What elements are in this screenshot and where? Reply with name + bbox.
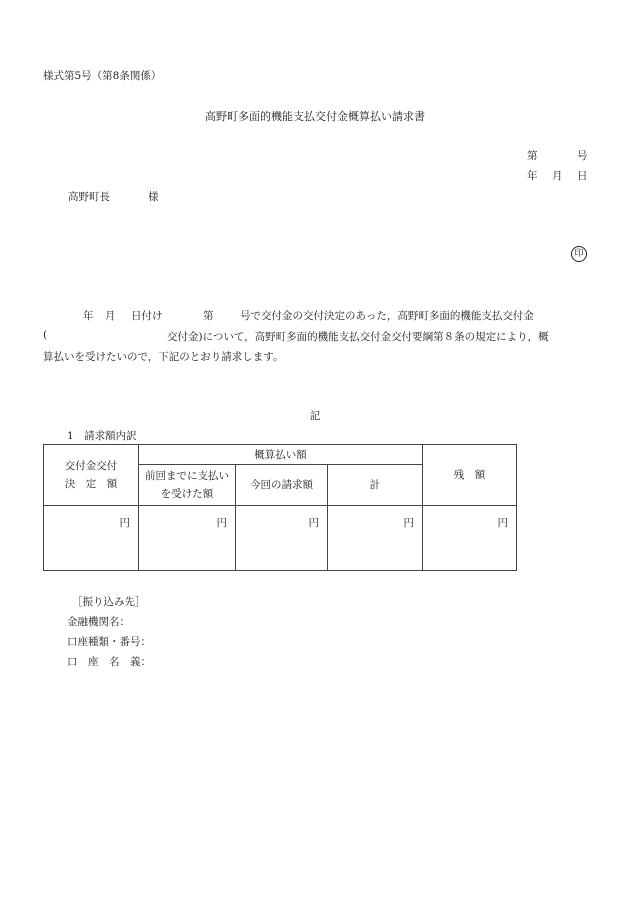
request-breakdown-table: [43, 444, 517, 571]
header-previous-payments: [139, 465, 236, 506]
bank-name-label: 金融機関名：: [67, 616, 130, 628]
account-holder-row: [67, 654, 151, 670]
seal-mark-icon: 印: [571, 246, 587, 262]
date-year: 年: [527, 170, 538, 182]
document-number-suffix: 号: [577, 150, 588, 162]
current-amount-cell: 円: [236, 506, 328, 571]
body-line-3: [43, 349, 588, 365]
body-line-2-text: 交付金)について，高野町多面的機能支払交付金交付要綱第８条の規定により，概: [167, 331, 549, 343]
addressee: 高野町長: [68, 191, 110, 203]
date-day: 日: [577, 170, 588, 182]
bank-name-row: [67, 614, 130, 630]
table-row: [44, 506, 517, 571]
date-month: 月: [552, 170, 563, 182]
account-holder-label: 口 座 名 義：: [67, 656, 151, 668]
remaining-amount-cell: 円: [423, 506, 517, 571]
header-decision-line-1: 交付金交付: [64, 460, 118, 472]
body-line-3-text: 算払いを受けたいので，下記のとおり請求します。: [43, 351, 284, 363]
header-previous-line-2: を受けた額: [160, 488, 214, 500]
form-number: 様式第5号（第8条関係）: [43, 70, 162, 82]
header-previous-line-1: 前回までに支払い: [145, 470, 229, 482]
body-year: 年: [83, 310, 94, 322]
body-line-1: [43, 308, 588, 324]
header-decision-amount: [44, 445, 139, 506]
header-total: 計: [328, 465, 423, 506]
ki-heading: 記: [309, 410, 321, 422]
account-type-label: 口座種類・番号：: [67, 636, 151, 648]
transfer-heading: ［振り込み先］: [72, 596, 146, 608]
body-month: 月: [105, 310, 116, 322]
header-decision-line-2: 決 定 額: [64, 478, 118, 490]
section-heading: 1 請求額内訳: [67, 430, 137, 442]
body-day: 日付け: [131, 310, 163, 322]
previous-amount-cell: 円: [139, 506, 236, 571]
table-header-row: [44, 445, 517, 465]
date-line: [527, 168, 587, 182]
document-title: 高野町多面的機能支払交付金概算払い請求書: [205, 110, 425, 123]
header-remaining: 残 額: [423, 445, 517, 506]
total-amount-cell: 円: [328, 506, 423, 571]
header-estimate-payment: 概算払い額: [139, 445, 423, 465]
body-open-paren: (: [43, 329, 48, 341]
account-type-row: [67, 634, 151, 650]
body-line-2: [43, 329, 588, 345]
addressee-honorific: 様: [148, 191, 159, 203]
header-current-request: 今回の請求額: [236, 465, 328, 506]
body-dai: 第: [203, 310, 214, 322]
decision-amount-cell: 円: [44, 506, 139, 571]
document-number-line: [527, 148, 587, 162]
document-number-prefix: 第: [527, 150, 538, 162]
body-line-1-text: 号で交付金の交付決定のあった，高野町多面的機能支払交付金: [240, 310, 534, 322]
